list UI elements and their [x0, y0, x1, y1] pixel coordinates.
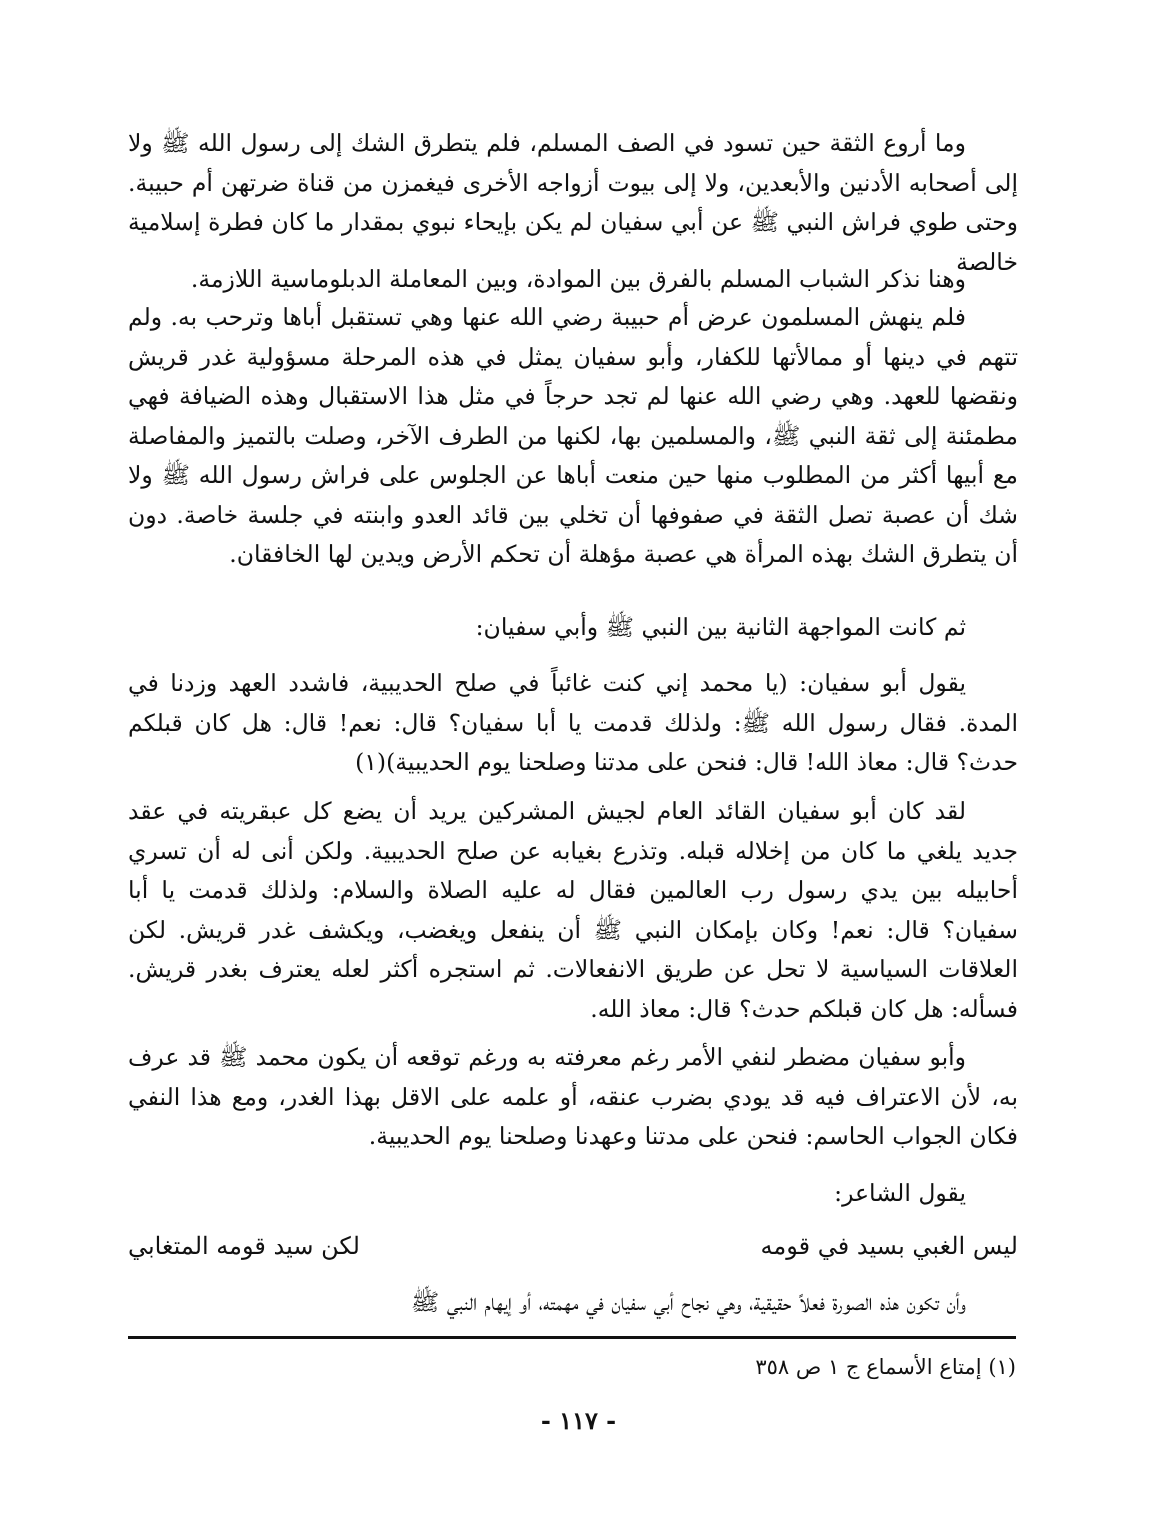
paragraph-text: ثم كانت المواجهة الثانية بين النبي ﷺ وأبي سفيان:	[475, 613, 966, 641]
paragraph-text: فلم ينهش المسلمون عرض أم حبيبة رضي الله عنها وهي تستقبل أباها وترحب به. ولم تتهم في دينها أو ممالأتها للكفار، وأبو سفيان يمثل في هذه المرحلة مسؤولية غدر قريش ونقضها للعهد. وهي رضي الله عنها لم تجد حرجاً في مثل هذا الاستقبال وهذه الضيافة فهي مطمئنة إلى ثقة النبي ﷺ، والمسلمين بها، لكنها من الطرف الآخر، وصلت بالتميز والمفاصلة مع أبيها أكثر من المطلوب منها حين منعت أباها عن الجلوس على فراش رسول الله ﷺ ولا شك أن عصبة تصل الثقة في صفوفها أن تخلي بين قائد العدو وابنته في جلسة خاصة. دون أن يتطرق الشك بهذه المرأة هي عصبة مؤهلة أن تحكم الأرض ويدين لها الخافقان.	[128, 303, 1018, 568]
paragraph-text: وأبو سفيان مضطر لنفي الأمر رغم معرفته به ورغم توقعه أن يكون محمد ﷺ قد عرف به، لأن الاعتراف فيه قد يودي بضرب عنقه، أو علمه على الاقل بهذا الغدر، ومع هذا النفي فكان الجواب الحاسم: فنحن على مدتنا وعهدنا وصلحنا يوم الحديبية.	[128, 1043, 1018, 1150]
footnote: (١) إمتاع الأسماع ج ١ ص ٣٥٨	[755, 1355, 1016, 1379]
paragraph-abu-sufyan-quote	[128, 664, 1018, 783]
paragraph-text: يقول أبو سفيان: (يا محمد إني كنت غائباً في صلح الحديبية، فاشدد العهد وزدنا في المدة. فقال رسول الله ﷺ: ولذلك قدمت يا أبا سفيان؟ قال: نعم! قال: هل كان قبلكم حدث؟ قال: معاذ الله! قال: فنحن على مدتنا وصلحنا يوم الحديبية)(١)	[128, 669, 1018, 776]
paragraph-poet-intro	[128, 1174, 1018, 1214]
paragraph-text: وهنا نذكر الشباب المسلم بالفرق بين الموادة، وبين المعاملة الدبلوماسية اللازمة.	[190, 265, 966, 293]
verse-second-hemistich: لكن سيد قومه المتغابي	[128, 1232, 360, 1260]
paragraph-diplomacy	[128, 260, 1018, 300]
paragraph-text: لقد كان أبو سفيان القائد العام لجيش المشركين يريد أن يضع كل عبقريته في عقد جديد يلغي ما كان من إخلاله قبله. وتذرع بغيابه عن صلح الحديبية. ولكن أنى له أن تسري أحابيله بين يدي رسول رب العالمين فقال له عليه الصلاة والسلام: ولذلك قدمت يا أبا سفيان؟ قال: نعم! وكان بإمكان النبي ﷺ أن ينفعل ويغضب، ويكشف غدر قريش. لكن العلاقات السياسية لا تحل عن طريق الانفعالات. ثم استجره أكثر لعله يعترف بغدر قريش. فسأله: هل كان قبلكم حدث؟ قال: معاذ الله.	[128, 797, 1018, 1023]
paragraph-text: يقول الشاعر:	[834, 1179, 966, 1207]
page-number: - ١١٧ -	[540, 1406, 617, 1435]
paragraph-trust	[128, 124, 1018, 282]
poetry-verse	[128, 1226, 1018, 1266]
paragraph-denial	[128, 1038, 1018, 1157]
verse-first-hemistich: ليس الغبي بسيد في قومه	[760, 1232, 1018, 1260]
paragraph-continuation: وأن تكون هذه الصورة فعلاً حقيقية، وهي نجاح أبي سفيان في مهمته، أو إيهام النبي ﷺ	[410, 1288, 966, 1316]
paragraph-umm-habiba	[128, 298, 1018, 575]
paragraph-commander	[128, 792, 1018, 1029]
paragraph-text: وما أروع الثقة حين تسود في الصف المسلم، فلم يتطرق الشك إلى رسول الله ﷺ ولا إلى أصحابه الأدنين والأبعدين، ولا إلى بيوت أزواجه الأخرى فيغمزن من قناة ضرتهن أم حبيبة. وحتى طوي فراش النبي ﷺ عن أبي سفيان لم يكن بإيحاء نبوي بمقدار ما كان فطرة إسلامية خالصة	[128, 129, 1018, 276]
footnote-divider	[128, 1336, 1016, 1339]
paragraph-second-encounter-heading	[128, 608, 1018, 648]
